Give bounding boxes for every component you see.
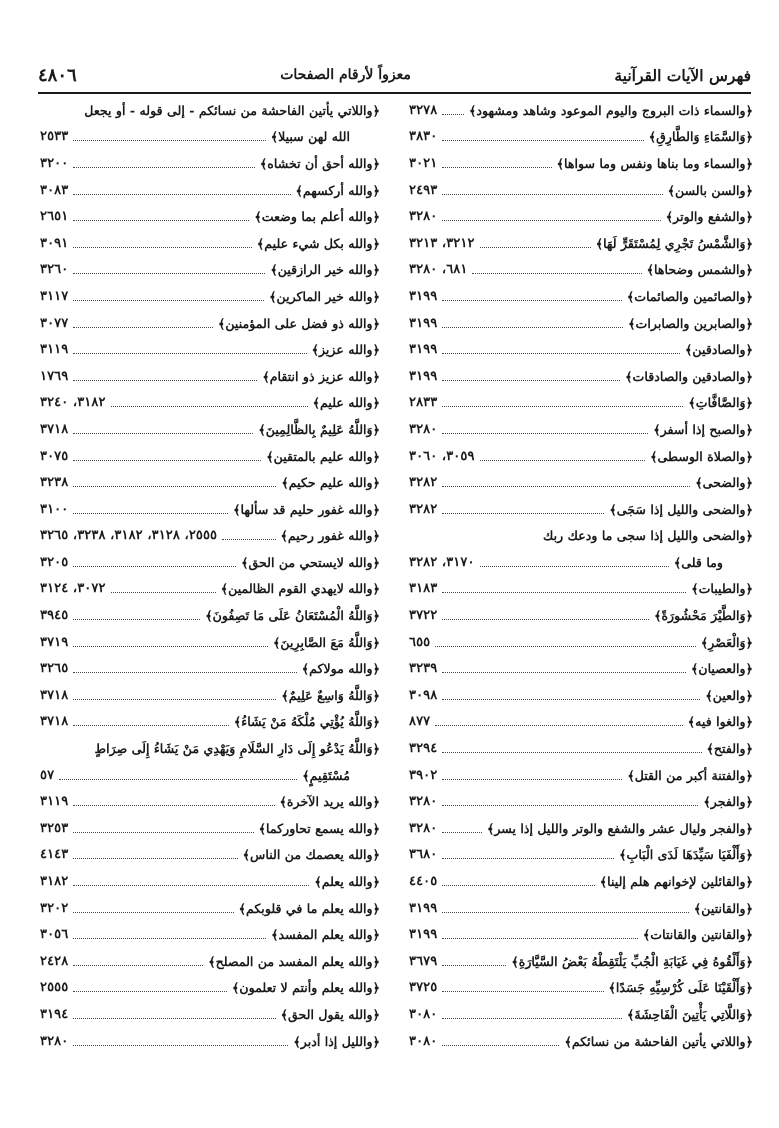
page-refs: ٣٢٨٠ [409,794,438,810]
index-entry [40,735,380,762]
leader-dots [442,140,643,141]
page-header [38,60,751,90]
page-refs: ٣٨٣٠ [409,129,438,145]
index-entry [40,868,380,895]
leader-dots [442,619,649,620]
index-entry [409,257,753,284]
leader-dots [442,938,638,939]
verse-phrase: ﴿والصلاة الوسطى﴾ [650,448,753,464]
verse-phrase: ﴿واللاتي يأتين الفاحشة من نسائكم﴾ [564,1033,753,1049]
page-refs: ٣١٨٣ [409,581,438,597]
leader-dots [472,273,641,274]
verse-phrase: ﴿وَاللَّهُ مَعَ الصَّابِرِينَ﴾ [273,634,380,650]
leader-dots [442,832,482,833]
page-refs: ٢٤٢٨ [40,953,69,969]
index-entry [409,576,753,603]
index-entry [409,629,753,656]
index-entry [409,895,753,922]
page-refs: ٣١٩٩ [409,900,438,916]
verse-phrase: ﴿والشفع والوتر﴾ [665,209,753,225]
page-refs: ٤١٤٣ [40,847,69,863]
index-entry [40,921,380,948]
verse-phrase: ﴿والقائلين لإخوانهم هلم إلينا﴾ [599,874,753,890]
leader-dots [73,513,228,514]
index-entry [40,523,380,550]
page-refs: ٥٧ [40,767,55,783]
index-entry [409,416,753,443]
leader-dots [222,539,275,540]
index-entry [409,682,753,709]
verse-phrase: ﴿والعصيان﴾ [690,661,753,677]
leader-dots [73,699,276,700]
page-refs: ٣١٨٢، ٣٢٤٠ [40,395,106,411]
verse-phrase: ﴿والقانتين والقانتات﴾ [642,927,753,943]
index-entry [409,443,753,470]
page-refs: ٣٢٠٠ [40,155,69,171]
leader-dots [442,114,464,115]
leader-dots [73,672,296,673]
verse-phrase: ﴿والفجر﴾ [703,794,753,810]
verse-phrase: ﴿والله يعلم وأنتم لا تعلمون﴾ [231,980,380,996]
page-refs: ٣١٠٠ [40,501,69,517]
leader-dots [442,752,701,753]
index-entry [40,203,380,230]
page-refs: ٣٢٥٣ [40,820,69,836]
verse-phrase: ﴿والله خير الماكرين﴾ [269,288,380,304]
index-entry [409,336,753,363]
page-refs: ٣٦٧٩ [409,953,438,969]
leader-dots [480,566,669,567]
leader-dots [442,353,680,354]
leader-dots [73,327,213,328]
page-refs: ٣٠٧٧ [40,315,69,331]
leader-dots [442,1045,559,1046]
page-refs: ٣٩٤٥ [40,608,69,624]
verse-phrase: ﴿والليل إذا أدبر﴾ [293,1033,380,1049]
leader-dots [73,380,257,381]
page-refs: ٨٧٧ [409,714,431,730]
verse-phrase: ﴿والصادقين والصادقات﴾ [625,368,753,384]
page-refs: ٣١١٩ [40,794,69,810]
page-refs: ٣٠٧٥ [40,448,69,464]
verse-phrase: ﴿والعين﴾ [705,687,753,703]
index-entry [409,390,753,417]
verse-phrase: ﴿والله لايهدي القوم الظالمين﴾ [220,581,380,597]
index-entry [409,975,753,1002]
page-refs: ٣١٩٩ [409,342,438,358]
verse-phrase: ﴿والله يسمع تحاوركما﴾ [258,820,380,836]
verse-phrase: ﴿والله بكل شيء عليم﴾ [256,235,380,251]
verse-phrase: ﴿والله يعلم المفسد﴾ [271,927,380,943]
index-entry [40,1028,380,1055]
verse-phrase: ﴿والسماء وما بناها ونفس وما سواها﴾ [556,155,753,171]
leader-dots [442,699,700,700]
leader-dots [73,619,200,620]
page-refs: ٣١٩٩ [409,368,438,384]
verse-phrase: ﴿والله غفور رحيم﴾ [280,528,380,544]
page-refs: ٢٥٥٥ [40,980,69,996]
verse-phrase: ﴿والفتح﴾ [706,741,753,757]
leader-dots [442,194,662,195]
index-entry [409,1028,753,1055]
verse-phrase: ﴿وَأَلْقُوهُ فِي غَيَابَةِ الْجُبِّ يَلْتَقِطْهُ بَعْضُ السَّيَّارَةِ﴾ [511,953,753,969]
verse-phrase: ﴿وَاللَّهُ عَلِيمٌ بِالظَّالِمِينَ﴾ [258,421,380,437]
page-refs: ٣٠٧٢، ٣١٢٤ [40,581,106,597]
verse-phrase: ﴿وَالشَّمْسُ تَجْرِي لِمُسْتَقَرٍّ لَهَا﴾ [595,235,753,251]
page-refs: ٢٥٥٥، ٣١٢٨، ٣١٨٢، ٣٢٣٨، ٣٢٦٥ [40,528,218,544]
page-refs: ٣١٩٩ [409,927,438,943]
page-refs: ٣٢٣٨ [40,475,69,491]
leader-dots [442,779,622,780]
index-entry [409,97,753,124]
leader-dots [73,194,290,195]
index-entry [40,762,380,789]
index-subtitle: معزواً لأرقام الصفحات [280,67,411,83]
leader-dots [435,646,696,647]
page-refs: ٣١٩٩ [409,315,438,331]
right-column [409,97,753,1054]
verse-phrase: ﴿والغوا فيه﴾ [687,714,753,730]
leader-dots [73,885,309,886]
index-entry [40,815,380,842]
verse-phrase: ﴿والله يعصمك من الناس﴾ [242,847,380,863]
page-refs: ٣٠٩٨ [409,687,438,703]
page-refs: ٣١٧٠، ٣٢٨٢ [409,554,475,570]
page-refs: ٣٢٨٢ [409,475,438,491]
verse-phrase: ﴿والشمس وضحاها﴾ [646,262,753,278]
index-entry [40,629,380,656]
index-entry [409,177,753,204]
leader-dots [73,1018,275,1019]
verse-phrase: ﴿والطيبات﴾ [691,581,753,597]
leader-dots [111,592,216,593]
index-entry [40,336,380,363]
leader-dots [442,1018,622,1019]
verse-phrase: ﴿والسن بالسن﴾ [667,182,753,198]
index-entry [409,655,753,682]
header-rule [38,92,751,94]
page-refs: ٣٧٢٢ [409,608,438,624]
index-entry [40,363,380,390]
page-refs: ٣٧١٩ [40,634,69,650]
index-entry [409,762,753,789]
index-entry [409,496,753,523]
page-refs: ٣٢٨٠ [40,1033,69,1049]
verse-phrase: ﴿والله يريد الآخرة﴾ [279,794,380,810]
leader-dots [73,938,266,939]
verse-phrase: ﴿والضحى﴾ [695,475,753,491]
verse-phrase: ﴿والصادقين﴾ [685,342,753,358]
page-refs: ٣٢٠٥ [40,554,69,570]
verse-phrase: ﴿وَالصَّافَّاتِ﴾ [688,395,753,411]
verse-phrase: ﴿والله يقول الحق﴾ [280,1006,380,1022]
verse-phrase: ﴿وَاللَّهُ يَدْعُو إِلَى دَارِ السَّلَامِ وَيَهْدِي مَنْ يَشَاءُ إِلَى صِرَاطٍ [94,741,380,757]
page-refs: ٣٢٨٢ [409,501,438,517]
page-refs: ٣١٩٩ [409,288,438,304]
index-entry [40,1001,380,1028]
page-refs: ٣١٨٢ [40,874,69,890]
verse-phrase: ﴿والله أعلم بما وضعت﴾ [254,209,380,225]
index-entry [40,576,380,603]
index-entry [409,523,753,550]
index-entry [40,655,380,682]
index-entry [40,469,380,496]
index-entry [409,602,753,629]
verse-phrase: ﴿والله يعلم﴾ [314,874,380,890]
verse-phrase: ﴿وَاللَّهُ يُؤْتِي مُلْكَهُ مَنْ يَشَاءُ﴾ [233,714,380,730]
leader-dots [73,167,255,168]
page-refs: ٣٢٦٠ [40,262,69,278]
page-refs: ٣٢١٢، ٣٢١٣ [409,235,475,251]
page-refs: ٣١١٩ [40,342,69,358]
index-entry [40,709,380,736]
leader-dots [73,353,306,354]
index-entry [40,895,380,922]
verse-phrase: الله لهن سبيلا﴾ [270,129,350,145]
page-refs: ٢٤٩٣ [409,182,438,198]
page-refs: ٦٨١، ٣٢٨٠ [409,262,468,278]
leader-dots [73,220,249,221]
page-refs: ٣٠٩١ [40,235,69,251]
index-entry [409,868,753,895]
verse-phrase: ﴿والفجر وليال عشر والشفع والوتر والليل إذا يسر﴾ [486,820,753,836]
leader-dots [480,460,646,461]
leader-dots [73,273,265,274]
leader-dots [442,300,622,301]
page-refs: ٢٥٣٣ [40,129,69,145]
page-refs: ٣٢٦٥ [40,661,69,677]
leader-dots [73,646,268,647]
leader-dots [73,912,233,913]
verse-phrase: ﴿واللاتي يأتين الفاحشة من نسائكم - إلى قوله - أو يجعل [84,102,380,118]
leader-dots [73,300,264,301]
page-refs: ٣٧١٨ [40,687,69,703]
leader-dots [442,592,686,593]
page-refs: ٣٢٧٨ [409,102,438,118]
page-refs: ١٧٦٩ [40,368,69,384]
leader-dots [73,140,265,141]
index-entry [40,682,380,709]
index-entry [40,310,380,337]
verse-phrase: ﴿والله يعلم المفسد من المصلح﴾ [208,953,380,969]
index-entry [40,150,380,177]
verse-phrase: ﴿والصائمين والصائمات﴾ [626,288,753,304]
page-refs: ٣٠٨٠ [409,1033,438,1049]
page-refs: ٣٦٨٠ [409,847,438,863]
page-refs: ٦٥٥ [409,634,431,650]
leader-dots [73,486,276,487]
index-entry [409,363,753,390]
verse-phrase: ﴿والصابرين والصابرات﴾ [628,315,753,331]
index-entry [40,177,380,204]
leader-dots [442,220,660,221]
page-refs: ٣٢٩٤ [409,741,438,757]
page-refs: ٣٠٥٩، ٣٠٦٠ [409,448,475,464]
leader-dots [442,885,594,886]
page-refs: ٣٧٢٥ [409,980,438,996]
index-entry [409,310,753,337]
leader-dots [73,832,253,833]
index-entry [409,469,753,496]
verse-phrase: ﴿والله أحق أن تخشاه﴾ [259,155,380,171]
verse-phrase: ﴿وَاللَّاتِي يَأْتِينَ الْفَاحِشَةَ﴾ [626,1006,753,1022]
index-entry [409,230,753,257]
page-refs: ٣٠٥٦ [40,927,69,943]
leader-dots [73,725,229,726]
index-entry [40,230,380,257]
index-entry [40,283,380,310]
verse-phrase: ﴿والله عليم حكيم﴾ [281,475,380,491]
leader-dots [73,858,237,859]
index-entry [409,150,753,177]
leader-dots [442,805,698,806]
leader-dots [59,779,297,780]
index-entry [409,948,753,975]
verse-phrase: ﴿والله عليم بالمتقين﴾ [266,448,380,464]
leader-dots [442,486,690,487]
verse-phrase: ﴿والله يعلم ما في قلوبكم﴾ [238,900,380,916]
index-entry [409,1001,753,1028]
page-refs: ٣٧١٨ [40,421,69,437]
index-entry [40,788,380,815]
leader-dots [442,858,614,859]
leader-dots [442,406,683,407]
verse-phrase: ﴿وَالطَّيْرَ مَحْشُورَةً﴾ [654,608,753,624]
leader-dots [442,380,620,381]
leader-dots [480,247,591,248]
index-entry [40,948,380,975]
index-entry [40,443,380,470]
verse-phrase: ﴿والله غفور حليم قد سألها﴾ [233,501,380,517]
page-number: ٤٨٠٦ [38,64,77,86]
page-refs: ٣١١٧ [40,288,69,304]
index-entry [409,203,753,230]
verse-phrase: ﴿والله عليم﴾ [312,395,380,411]
verse-phrase: ﴿والله لايستحي من الحق﴾ [241,554,380,570]
index-entry [40,97,380,124]
verse-phrase: وما قلى﴾ [673,554,723,570]
page-refs: ٣٩٠٢ [409,767,438,783]
verse-phrase: ﴿وَأَلْقَيْنَا عَلَى كُرْسِيِّهِ جَسَدًا﴾ [608,980,753,996]
page-refs: ٣٠٨٣ [40,182,69,198]
index-entry [409,709,753,736]
index-entry [409,549,753,576]
verse-phrase: ﴿والله أركسهم﴾ [295,182,380,198]
verse-phrase: ﴿والصبح إذا أسفر﴾ [653,421,753,437]
verse-phrase: ﴿والفتنة أكبر من القتل﴾ [627,767,753,783]
verse-phrase: ﴿والضحى والليل إذا سَجَى﴾ [609,501,753,517]
index-entry [40,549,380,576]
page-refs: ٣٢٨٠ [409,820,438,836]
leader-dots [73,566,236,567]
index-entry [409,788,753,815]
verse-phrase: ﴿وَاللَّهُ وَاسِعٌ عَلِيمٌ﴾ [281,687,380,703]
leader-dots [442,672,686,673]
leader-dots [442,513,604,514]
leader-dots [442,167,551,168]
leader-dots [111,406,308,407]
verse-phrase: ﴿وَالسَّمَاءِ وَالطَّارِقِ﴾ [648,129,753,145]
page-refs: ٤٤٠٥ [409,874,438,890]
index-entry [409,124,753,151]
leader-dots [442,433,648,434]
page-refs: ٣٢٣٩ [409,661,438,677]
leader-dots [73,991,227,992]
verse-phrase: ﴿والله ذو فضل على المؤمنين﴾ [217,315,380,331]
leader-dots [73,460,261,461]
leader-dots [442,965,506,966]
index-entry [40,842,380,869]
index-entry [40,416,380,443]
verse-phrase: ﴿وَالْعَصْرِ﴾ [700,634,753,650]
leader-dots [442,912,689,913]
verse-phrase: ﴿والقانتين﴾ [693,900,753,916]
verse-phrase: ﴿والضحى والليل إذا سجى ما ودعك ربك [543,528,753,544]
leader-dots [442,991,603,992]
index-entry [409,815,753,842]
page-refs: ٣٢٨٠ [409,209,438,225]
index-entry [40,124,380,151]
leader-dots [73,805,274,806]
left-column [40,97,380,1054]
leader-dots [442,327,623,328]
verse-phrase: ﴿والله خير الرازقين﴾ [270,262,380,278]
verse-phrase: مُسْتَقِيمٍ﴾ [302,767,350,783]
index-entry [40,496,380,523]
leader-dots [435,725,683,726]
page-refs: ٣٢٠٢ [40,900,69,916]
index-entry [409,842,753,869]
index-entry [40,602,380,629]
index-entry [40,257,380,284]
page-refs: ٢٨٣٣ [409,395,438,411]
page-refs: ٣٠٢١ [409,155,438,171]
leader-dots [73,965,203,966]
page-refs: ٣٢٨٠ [409,421,438,437]
index-entry [409,921,753,948]
index-entry [40,390,380,417]
verse-phrase: ﴿وَاللَّهُ الْمُسْتَعَانُ عَلَى مَا تَصِفُونَ﴾ [205,608,380,624]
index-title: فهرس الآيات القرآنية [614,65,751,85]
verse-phrase: ﴿والسماء ذات البروج واليوم الموعود وشاهد ومشهود﴾ [469,102,753,118]
verse-phrase: ﴿والله مولاكم﴾ [301,661,380,677]
leader-dots [73,247,252,248]
leader-dots [73,1045,288,1046]
verse-phrase: ﴿وَأَلْفَيَا سَيِّدَهَا لَدَى الْبَابِ﴾ [619,847,753,863]
page-refs: ٢٦٥١ [40,209,69,225]
verse-phrase: ﴿والله عزيز﴾ [311,342,380,358]
page-refs: ٣٠٨٠ [409,1006,438,1022]
index-entry [40,975,380,1002]
verse-phrase: ﴿والله عزيز ذو انتقام﴾ [262,368,380,384]
leader-dots [73,433,253,434]
index-entry [409,735,753,762]
index-entry [409,283,753,310]
page-refs: ٣٧١٨ [40,714,69,730]
page-refs: ٣١٩٤ [40,1006,69,1022]
